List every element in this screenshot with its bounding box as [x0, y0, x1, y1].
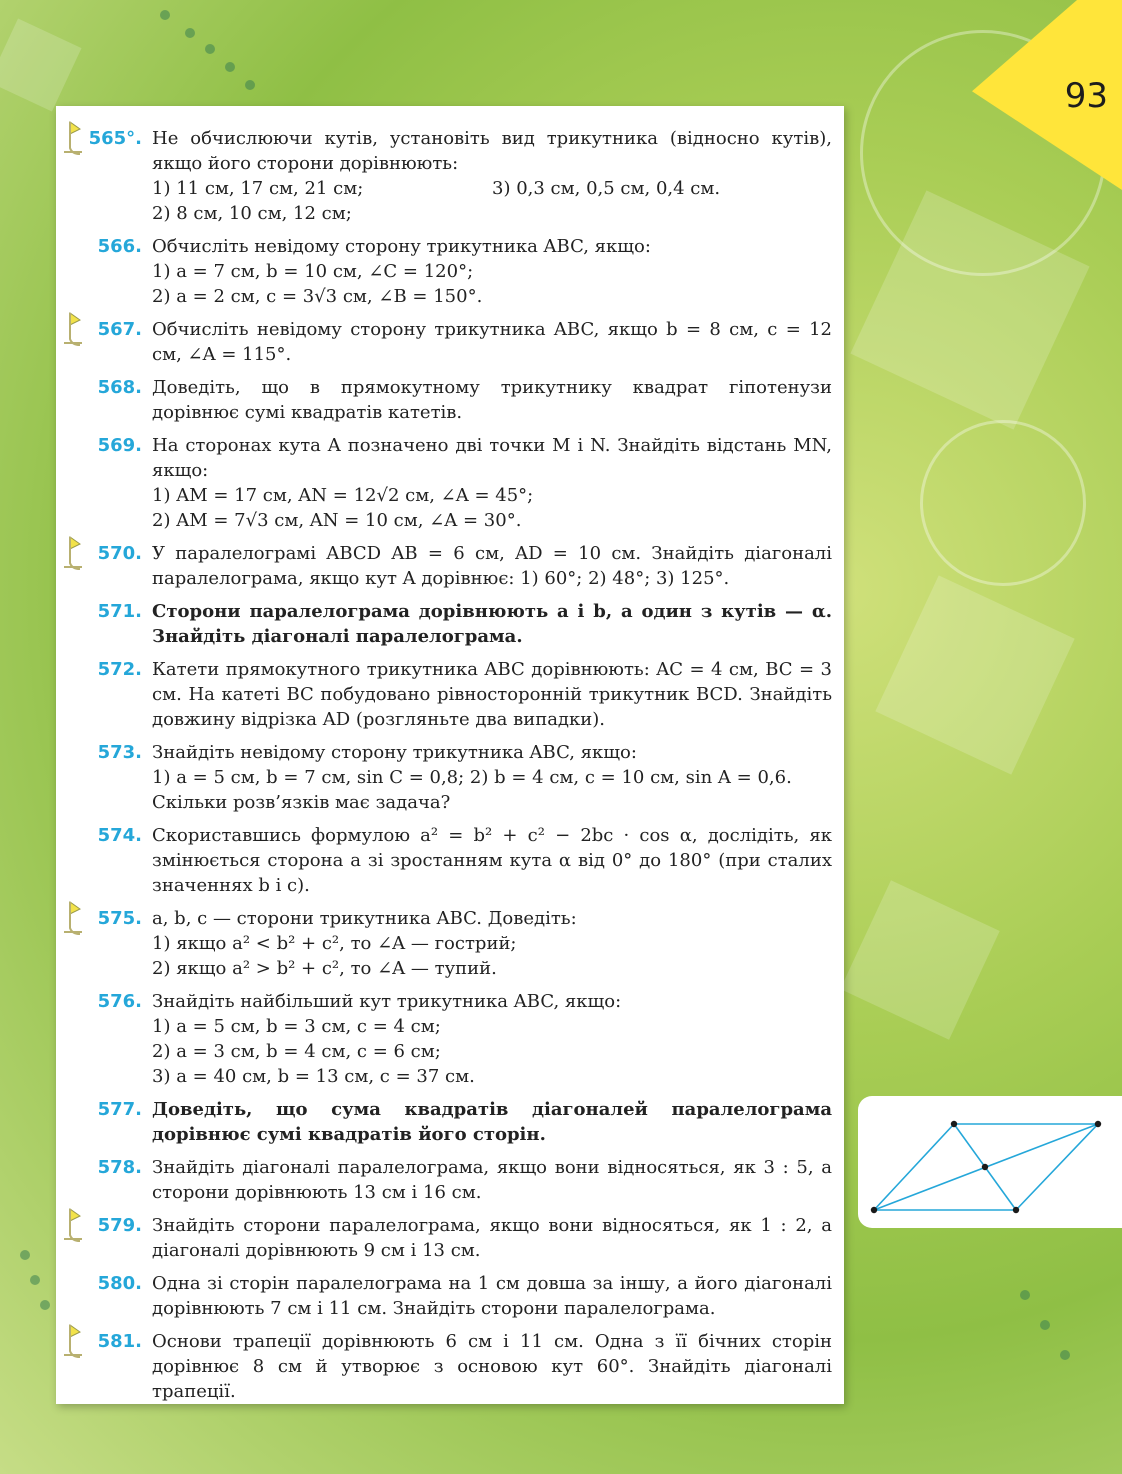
- problem-text: [152, 599, 832, 649]
- problem-text: [152, 1155, 832, 1205]
- problem-number: 579.: [97, 1215, 142, 1236]
- problem-line: Катети прямокутного трикутника ABC дорівнюють: AC = 4 см, BC = 3 см. На катеті BC побудовано рівносторонній трикутник BCD. Знайдіть довжину відрізка AD (розгляньте два випадки).: [152, 659, 832, 730]
- problem-number: 569.: [97, 435, 142, 456]
- problem-581: [56, 1329, 844, 1404]
- problem-number: 574.: [97, 825, 142, 846]
- problem-line: Обчисліть невідому сторону трикутника ABC, якщо:: [152, 236, 651, 257]
- problem-569: [56, 433, 844, 533]
- problem-574: [56, 823, 844, 898]
- problem-text: [152, 989, 832, 1089]
- problem-text: [152, 234, 832, 309]
- problem-line: 1) a = 5 см, b = 7 см, sin C = 0,8; 2) b = 4 см, c = 10 см, sin A = 0,6.: [152, 767, 792, 788]
- problem-number: 577.: [97, 1099, 142, 1120]
- difficulty-marker-icon: [60, 118, 94, 156]
- problem-text: [152, 317, 832, 367]
- problem-line: Не обчислюючи кутів, установіть вид трикутника (відносно кутів), якщо його сторони дорівнюють:: [152, 128, 832, 174]
- problem-line: Основи трапеції дорівнюють 6 см і 11 см. Одна з її бічних сторін дорівнює 8 см й утворює з основою кут 60°. Знайдіть діагоналі трапеції.: [152, 1331, 832, 1402]
- problem-line: Скориставшись формулою a² = b² + c² − 2bc · cos α, дослідіть, як змінюється сторона a зі зростанням кута α від 0° до 180° (при сталих значеннях b і c).: [152, 825, 832, 896]
- problem-number: 570.: [97, 543, 142, 564]
- problem-line: 2) якщо a² > b² + c², то ∠A — тупий.: [152, 958, 497, 979]
- intersection-dot: [982, 1164, 988, 1170]
- problem-line: На сторонах кута A позначено дві точки M і N. Знайдіть відстань MN, якщо:: [152, 435, 832, 481]
- problem-line: Скільки розв’язків має задача?: [152, 792, 451, 813]
- problem-number: 568.: [97, 377, 142, 398]
- problem-text: [152, 1329, 832, 1404]
- problem-line: У паралелограмі ABCD AB = 6 см, AD = 10 см. Знайдіть діагоналі паралелограма, якщо кут A дорівнює: 1) 60°; 2) 48°; 3) 125°.: [152, 543, 832, 589]
- problem-576: [56, 989, 844, 1089]
- problem-text: [152, 433, 832, 533]
- problem-580: [56, 1271, 844, 1321]
- problem-line: 1) AM = 17 см, AN = 12√2 см, ∠A = 45°;: [152, 485, 534, 506]
- option-item: 2) 8 см, 10 см, 12 см;: [152, 203, 352, 224]
- problem-line: 1) a = 7 см, b = 10 см, ∠C = 120°;: [152, 261, 474, 282]
- page-number: 93: [1064, 76, 1108, 116]
- problem-578: [56, 1155, 844, 1205]
- problem-line: Сторони паралелограма дорівнюють a і b, а один з кутів — α. Знайдіть діагоналі паралелограма.: [152, 601, 832, 647]
- difficulty-marker-icon: [60, 1205, 94, 1243]
- problem-line: Доведіть, що сума квадратів діагоналей паралелограма дорівнює сумі квадратів його сторін.: [152, 1099, 832, 1145]
- problem-566: [56, 234, 844, 309]
- problem-line: 1) a = 5 см, b = 3 см, c = 4 см;: [152, 1016, 441, 1037]
- problem-line: 2) a = 3 см, b = 4 см, c = 6 см;: [152, 1041, 441, 1062]
- problem-number: 580.: [97, 1273, 142, 1294]
- parallelogram-figure: [858, 1096, 1122, 1228]
- problem-text: [152, 126, 832, 226]
- problem-573: [56, 740, 844, 815]
- difficulty-marker-icon: [60, 898, 94, 936]
- problem-number: 565°.: [88, 128, 142, 149]
- problem-text: [152, 823, 832, 898]
- problem-line: 3) a = 40 см, b = 13 см, c = 37 см.: [152, 1066, 475, 1087]
- problem-number: 567.: [97, 319, 142, 340]
- option-item: 3) 0,3 см, 0,5 см, 0,4 см.: [492, 178, 721, 199]
- problem-567: [56, 317, 844, 367]
- difficulty-marker-icon: [60, 1321, 94, 1359]
- problem-575: [56, 906, 844, 981]
- vertex-dot: [1013, 1207, 1019, 1213]
- problem-number: 578.: [97, 1157, 142, 1178]
- problem-572: [56, 657, 844, 732]
- option-row: [152, 201, 832, 226]
- problem-text: [152, 1213, 832, 1263]
- problem-number: 571.: [97, 601, 142, 622]
- problem-line: Знайдіть сторони паралелограма, якщо вони відносяться, як 1 : 2, а діагоналі дорівнюють 9 см і 13 см.: [152, 1215, 832, 1261]
- problem-570: [56, 541, 844, 591]
- difficulty-marker-icon: [60, 309, 94, 347]
- problem-number: 572.: [97, 659, 142, 680]
- problem-line: Знайдіть найбільший кут трикутника ABC, якщо:: [152, 991, 622, 1012]
- problem-line: Знайдіть невідому сторону трикутника ABC, якщо:: [152, 742, 637, 763]
- problem-579: [56, 1213, 844, 1263]
- option-item: 1) 11 см, 17 см, 21 см;: [152, 178, 364, 199]
- vertex-dot: [951, 1121, 957, 1127]
- problem-text: [152, 740, 832, 815]
- problem-text: [152, 375, 832, 425]
- vertex-dot: [871, 1207, 877, 1213]
- problem-line: 1) якщо a² < b² + c², то ∠A — гострий;: [152, 933, 517, 954]
- problem-577: [56, 1097, 844, 1147]
- problem-text: [152, 1271, 832, 1321]
- option-row: [152, 176, 832, 201]
- vertex-dot: [1095, 1121, 1101, 1127]
- problem-568: [56, 375, 844, 425]
- problem-line: Доведіть, що в прямокутному трикутнику квадрат гіпотенузи дорівнює сумі квадратів катетів.: [152, 377, 832, 423]
- problem-text: [152, 1097, 832, 1147]
- parallelogram-diagram: [858, 1096, 1122, 1228]
- problem-number: 581.: [97, 1331, 142, 1352]
- problem-line: 2) AM = 7√3 см, AN = 10 см, ∠A = 30°.: [152, 510, 522, 531]
- problem-text: [152, 541, 832, 591]
- problem-line: 2) a = 2 см, c = 3√3 см, ∠B = 150°.: [152, 286, 483, 307]
- problem-line: a, b, c — сторони трикутника ABC. Доведіть:: [152, 908, 577, 929]
- problem-number: 566.: [97, 236, 142, 257]
- problem-list: [56, 126, 844, 1412]
- problem-571: [56, 599, 844, 649]
- problem-number: 576.: [97, 991, 142, 1012]
- problem-text: [152, 906, 832, 981]
- problem-text: [152, 657, 832, 732]
- problem-line: Обчисліть невідому сторону трикутника ABC, якщо b = 8 см, c = 12 см, ∠A = 115°.: [152, 319, 832, 365]
- difficulty-marker-icon: [60, 533, 94, 571]
- problem-565: [56, 126, 844, 226]
- exercise-panel: [56, 106, 844, 1404]
- problem-number: 573.: [97, 742, 142, 763]
- problem-number: 575.: [97, 908, 142, 929]
- problem-line: Одна зі сторін паралелограма на 1 см довша за іншу, а його діагоналі дорівнюють 7 см і 11 см. Знайдіть сторони паралелограма.: [152, 1273, 832, 1319]
- problem-line: Знайдіть діагоналі паралелограма, якщо вони відносяться, як 3 : 5, а сторони дорівнюють 13 см і 16 см.: [152, 1157, 832, 1203]
